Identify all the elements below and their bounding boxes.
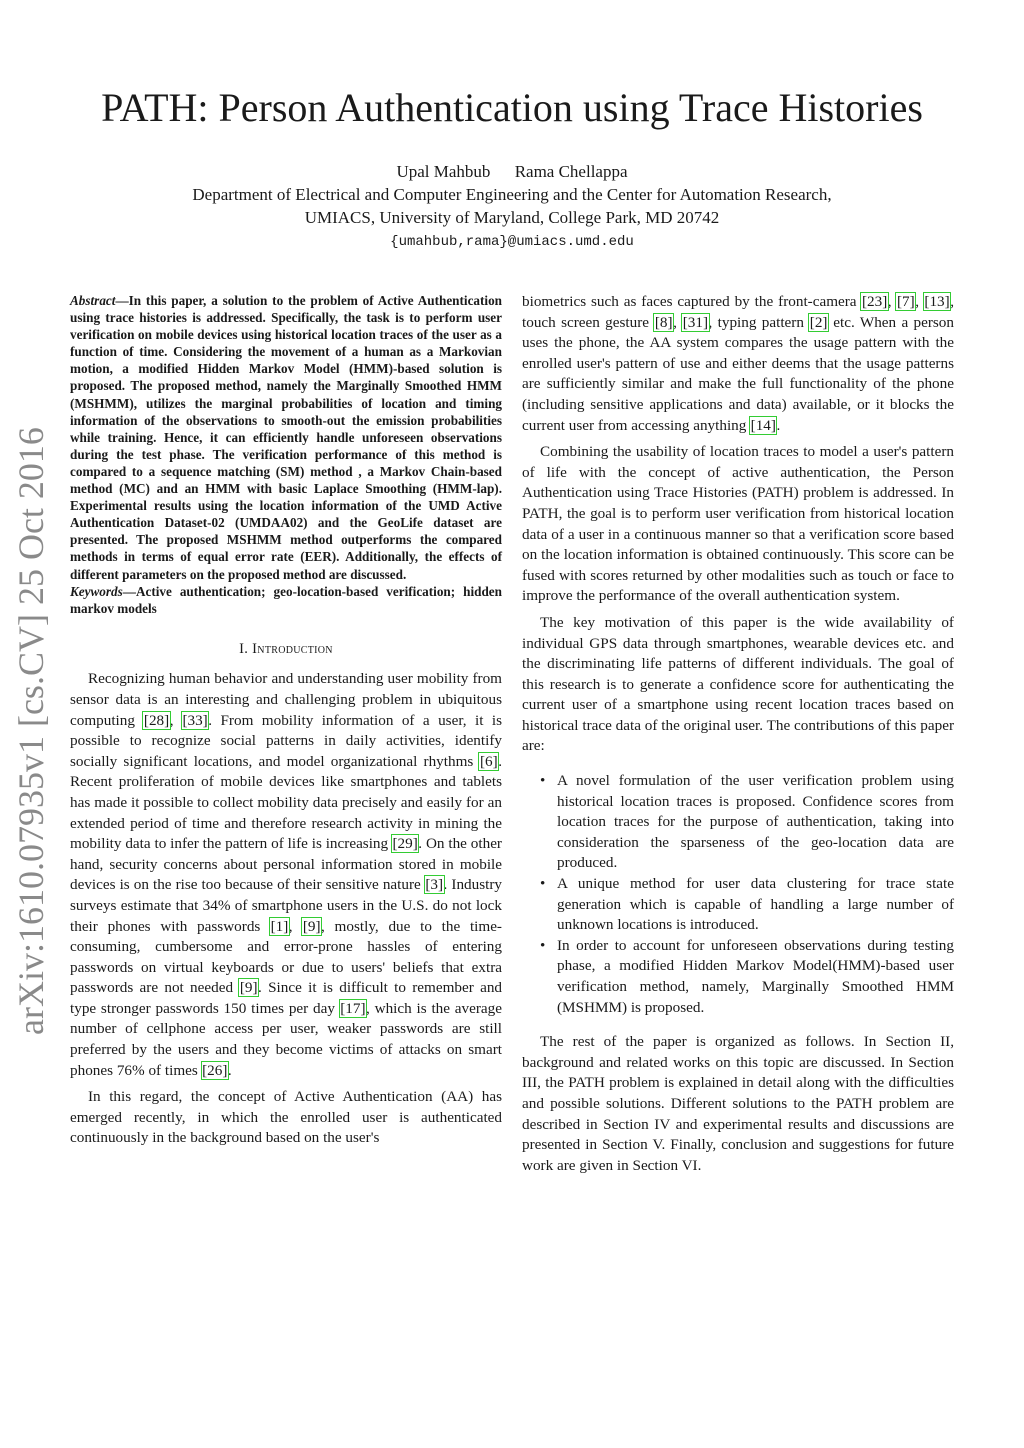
text-run: . xyxy=(227,1061,232,1079)
citation-link[interactable]: [7] xyxy=(896,293,915,310)
body-paragraph: Combining the usability of location traces to model a user's pattern of life with the concept of active authentication, the Person Authentication using Trace Histories (PATH) problem is addressed. In PATH, the goal is to perform user verification from historical location data of a user in a continuous manner so that a verification score based on the location information is obtained continuously. This score can be fused with scores returned by other modalities such as touch or face to improve the performance of the overall authentication system. xyxy=(522,443,954,605)
text-run: , touch screen gesture xyxy=(522,293,954,331)
citation-link[interactable]: [31] xyxy=(682,313,709,331)
text-run: , which is the average number of cellphone access per user, weaker passwords are still preferred by the users and they become victims of attacks on smart phones 76% of times xyxy=(70,999,502,1079)
body-paragraph xyxy=(522,292,954,436)
citation-link[interactable]: [29] xyxy=(392,835,418,853)
text-run: . xyxy=(776,416,781,434)
bullet-icon: • xyxy=(540,875,546,893)
author-name: Upal Mahbub xyxy=(396,162,491,181)
affiliation: Department of Electrical and Computer Engineering and the Center for Automation Research, xyxy=(192,185,832,204)
citation-link[interactable]: [26] xyxy=(202,1061,228,1079)
citation-link[interactable]: [8] xyxy=(654,313,673,331)
left-column xyxy=(70,292,502,1149)
citation-link[interactable]: [33] xyxy=(182,711,208,729)
abstract xyxy=(70,292,502,583)
text-run: etc. When a person uses the phone, the AA system compares the usage pattern with the enrolled user's pattern of use and either deems that the usage patterns are sufficiently similar and make the full functionality of the phone (including sensitive applications and data) available, or it blocks the current user from accessing anything xyxy=(522,313,954,434)
list-item xyxy=(522,936,954,1018)
list-item-text: In order to account for unforeseen observations during testing phase, a modified Hidden Markov Model(HMM)-based user verification method, namely, Marginally Smoothed HMM (MSHMM) is proposed. xyxy=(557,936,954,1016)
text-run: . From mobility information of a user, it is possible to recognize social patterns in daily activities, identify socially significant locations, and model organizational rhythms xyxy=(70,711,502,770)
list-item xyxy=(522,771,954,874)
bullet-icon: • xyxy=(540,772,546,790)
citation-link[interactable]: [9] xyxy=(239,979,258,997)
keywords-text: —Active authentication; geo-location-based verification; hidden markov models xyxy=(70,583,502,616)
body-paragraph: The key motivation of this paper is the wide availability of individual GPS data through smartphones, wearable devices etc. and the discriminating life patterns of different individuals. The goal of this research is to generate a confidence score for authenticating the current user of a smartphone using recent location traces based on historical trace data of the original user. The contributions of this paper are: xyxy=(522,613,954,755)
intro-paragraph xyxy=(70,669,502,1081)
paper-title: PATH: Person Authentication using Trace Histories xyxy=(101,85,923,130)
citation-link[interactable]: [2] xyxy=(809,313,828,331)
abstract-text: —In this paper, a solution to the problem of Active Authentication using trace histories is addressed. Specifically, the task is to perform user verification on mobile devices using historical location traces of the user as a function of time. Considering the movement of a human as a Markovian motion, a modified Hidden Markov Model (HMM)-based solution is proposed. The proposed method, namely the Marginally Smoothed HMM (MSHMM), utilizes the marginal probabilities of location and timing information of the observations to smooth-out the emission probabilities while training. Hence, it can efficiently handle unforeseen observations during the test phase. The verification performance of this method is compared to a sequence matching (SM) method , a Markov Chain-based method (MC) and an HMM with basic Laplace Smoothing (HMM-lap). Experimental results using the location information of the UMD Active Authentication Dataset-02 (UMDAA02) and the GeoLife dataset are presented. The proposed MSHMM method outperforms the compared methods in terms of equal error rate (EER). Additionally, the effects of different parameters on the proposed method are discussed. xyxy=(70,293,502,582)
author-name: Rama Chellappa xyxy=(514,162,628,181)
list-item-text: A unique method for user data clustering for trace state generation which is capable of handling a large number of unknown locations is introduced. xyxy=(557,875,954,934)
text-run: , xyxy=(887,293,897,310)
text-run: . On the other hand, security concerns about personal information stored in mobile devices is on the rise too because of their sensitive nature xyxy=(70,835,502,894)
text-run: . Since it is difficult to remember and type stronger passwords 150 times per day xyxy=(70,979,503,1017)
citation-link[interactable]: [3] xyxy=(425,876,444,894)
text-run: , typing pattern xyxy=(708,313,810,331)
right-column xyxy=(522,292,954,1176)
list-item xyxy=(522,874,954,936)
section-heading xyxy=(70,639,502,660)
text-run: , mostly, due to the time-consuming, cumbersome and error-prone hassles of entering passwords on virtual keyboards or due to users' beliefs that extra passwords are not needed xyxy=(70,917,502,997)
list-item-text: A novel formulation of the user verification problem using historical location traces is proposed. Confidence scores from location traces for the purpose of authentication, taking into consideration the sparseness of the geo-location data are produced. xyxy=(557,772,954,872)
text-run: . Industry surveys estimate that 34% of smartphone users in the U.S. do not lock their phones with passwords xyxy=(70,876,503,935)
text-run: biometrics such as faces captured by the front-camera xyxy=(522,293,862,310)
section-number: I. xyxy=(239,640,249,657)
bullet-icon: • xyxy=(540,936,546,954)
text-run: , xyxy=(288,917,303,935)
body-paragraph: The rest of the paper is organized as follows. In Section II, background and related works on this topic are discussed. In Section III, the PATH problem is explained in detail along with the difficulties and possible solutions. Different solutions to the PATH problem are described in Section IV and experimental results and discussions are presented in Section V. Finally, conclusion and suggestions for future work are given in Section VI. xyxy=(522,1033,954,1174)
author-block xyxy=(40,160,984,254)
citation-link[interactable]: [23] xyxy=(861,293,888,310)
contributions-list xyxy=(522,771,954,1018)
intro-paragraph: In this regard, the concept of Active Authentication (AA) has emerged recently, in which the enrolled user is authenticated continuously in the background based on the user's xyxy=(70,1088,502,1147)
citation-link[interactable]: [14] xyxy=(750,416,776,434)
section-title: Introduction xyxy=(252,640,333,657)
text-run: , xyxy=(169,711,182,729)
keywords-label: Keywords xyxy=(70,583,123,599)
text-run: , xyxy=(673,313,683,331)
citation-link[interactable]: [1] xyxy=(270,917,289,935)
citation-link[interactable]: [13] xyxy=(924,293,950,310)
keywords xyxy=(70,583,502,617)
text-run: , xyxy=(915,293,924,310)
arxiv-stamp: arXiv:1610.07935v1 [cs.CV] 25 Oct 2016 xyxy=(11,427,51,1035)
author-names xyxy=(40,160,984,183)
text-run: . Recent proliferation of mobile devices like smartphones and tablets has made it possible to collect mobility data precisely and easily for an extended period of time and therefore research activity in mining the mobility data to infer the pattern of life is increasing xyxy=(70,752,502,853)
citation-link[interactable]: [17] xyxy=(340,999,366,1017)
abstract-label: Abstract xyxy=(70,293,116,308)
citation-link[interactable]: [28] xyxy=(143,711,170,729)
author-email: {umahbub,rama}@umiacs.umd.edu xyxy=(390,234,634,250)
citation-link[interactable]: [9] xyxy=(302,917,321,935)
citation-link[interactable]: [6] xyxy=(479,752,498,770)
affiliation: UMIACS, University of Maryland, College Park, MD 20742 xyxy=(304,208,720,227)
text-run: Recognizing human behavior and understanding user mobility from sensor data is an interesting and challenging problem in ubiquitous computing xyxy=(70,670,502,729)
